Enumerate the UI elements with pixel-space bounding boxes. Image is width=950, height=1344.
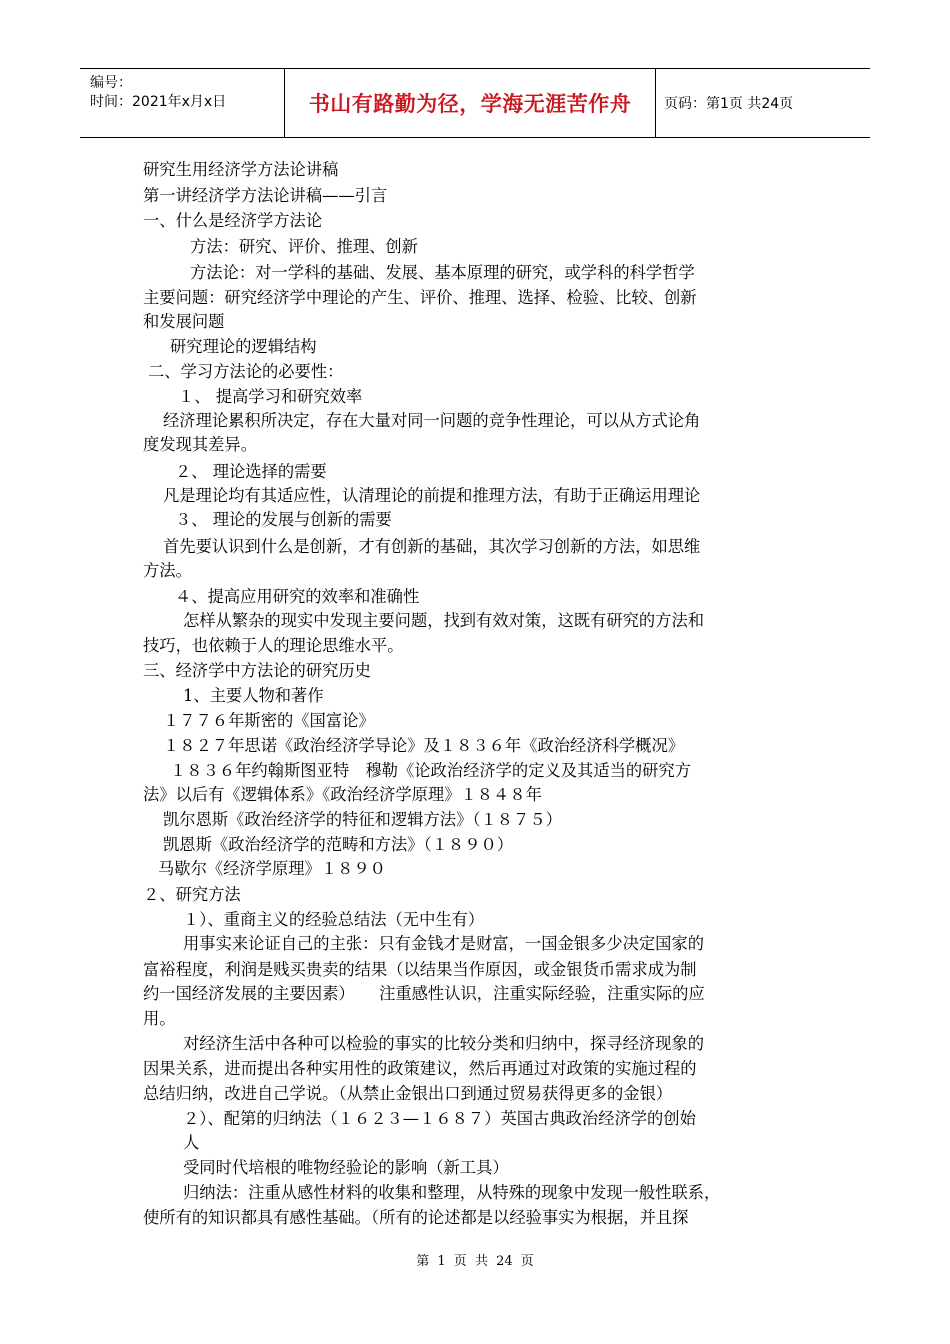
header-left-cell	[80, 69, 284, 137]
text-line: 怎样从繁杂的现实中发现主要问题，找到有效对策，这既有研究的方法和	[183, 611, 705, 630]
footer-di: 第	[416, 1254, 430, 1269]
subheading: ４、提高应用研究的效率和准确性	[175, 587, 420, 606]
text-line: 总结归纳，改进自己学说。（从禁止金银出口到通过贸易获得更多的金银）	[143, 1084, 673, 1103]
text-line: 马歇尔《经济学原理》１８９０	[158, 859, 386, 878]
text-line: １７７６年斯密的《国富论》	[163, 711, 375, 730]
footer-ye: 页	[453, 1254, 467, 1269]
text-line: 方法。	[143, 561, 192, 580]
text-line: １８３６年约翰斯图亚特 穆勒《论政治经济学的定义及其适当的研究方	[170, 761, 692, 780]
text-line: 约一国经济发展的主要因素） 注重感性认识，注重实际经验，注重实际的应	[143, 984, 705, 1003]
footer-page-number: 1	[437, 1254, 446, 1269]
subheading: １、 提高学习和研究效率	[178, 387, 363, 406]
subheading: ２、 理论选择的需要	[175, 462, 327, 481]
text-line: 凯尔恩斯《政治经济学的特征和逻辑方法》（１８７５）	[163, 810, 562, 829]
text-line: 归纳法：注重从感性材料的收集和整理，从特殊的现象中发现一般性联系，	[183, 1183, 721, 1202]
text-line: 富裕程度，利润是贱买贵卖的结果（以结果当作原因，或金银货币需求成为制	[143, 960, 697, 979]
subheading: ３、 理论的发展与创新的需要	[175, 510, 392, 529]
text-line: 对经济生活中各种可以检验的事实的比较分类和归纳中，探寻经济现象的	[183, 1034, 705, 1053]
header-page-info: 页码：第1页 共24页	[664, 96, 794, 112]
text-line: 度发现其差异。	[143, 435, 257, 454]
text-line: 人	[183, 1133, 200, 1152]
text-line: 技巧，也依赖于人的理论思维水平。	[143, 636, 404, 655]
text-line: 用。	[143, 1009, 176, 1028]
section-heading: 一、什么是经济学方法论	[143, 211, 323, 230]
lecture-title: 第一讲经济学方法论讲稿——引言	[143, 186, 388, 205]
text-line: 首先要认识到什么是创新，才有创新的基础，其次学习创新的方法，如思维	[163, 537, 701, 556]
text-line: 用事实来论证自己的主张：只有金钱才是财富，一国金银多少决定国家的	[183, 934, 705, 953]
section-heading: 二、学习方法论的必要性：	[148, 362, 344, 381]
subheading: 1、主要人物和著作	[183, 686, 324, 705]
text-line: 受同时代培根的唯物经验论的影响（新工具）	[183, 1158, 509, 1177]
section-heading: 三、经济学中方法论的研究历史	[143, 661, 371, 680]
text-line: 主要问题：研究经济学中理论的产生、评价、推理、选择、检验、比较、创新	[143, 288, 697, 307]
footer-ye-2: 页	[520, 1254, 534, 1269]
document-number-label: 编号：	[90, 75, 132, 91]
text-line: 研究理论的逻辑结构	[170, 337, 317, 356]
footer-total-pages: 24	[496, 1254, 513, 1269]
text-line: 方法：研究、评价、推理、创新	[190, 237, 418, 256]
header-motto: 书山有路勤为径，学海无涯苦作舟	[284, 69, 656, 137]
text-line: 凡是理论均有其适应性，认清理论的前提和推理方法，有助于正确运用理论	[163, 486, 701, 505]
text-line: 经济理论累积所决定，存在大量对同一问题的竞争性理论，可以从方式论角	[163, 411, 701, 430]
subheading: ２）、配第的归纳法（１６２３—１６８７）英国古典政治经济学的创始	[183, 1109, 696, 1128]
text-line: 因果关系，进而提出各种实用性的政策建议，然后再通过对政策的实施过程的	[143, 1059, 697, 1078]
footer-gong: 共	[474, 1254, 488, 1269]
page-footer	[0, 1250, 950, 1269]
text-line: 凯恩斯《政治经济学的范畴和方法》（１８９０）	[163, 835, 514, 854]
doc-title: 研究生用经济学方法论讲稿	[143, 160, 339, 179]
subheading: １）、重商主义的经验总结法（无中生有）	[183, 910, 485, 929]
text-line: 和发展问题	[143, 312, 225, 331]
subheading: ２、研究方法	[143, 885, 241, 904]
text-line: 法》以后有《逻辑体系》《政治经济学原理》１８４８年	[143, 785, 542, 804]
text-line: １８２７年思诺《政治经济学导论》及１８３６年《政治经济科学概况》	[163, 736, 685, 755]
text-line: 使所有的知识都具有感性基础。（所有的论述都是以经验事实为根据，并且探	[143, 1208, 689, 1227]
page-header	[80, 68, 870, 138]
text-line: 方法论：对一学科的基础、发展、基本原理的研究，或学科的科学哲学	[190, 263, 695, 282]
document-time-label: 时间：2021年x月x日	[90, 94, 227, 110]
